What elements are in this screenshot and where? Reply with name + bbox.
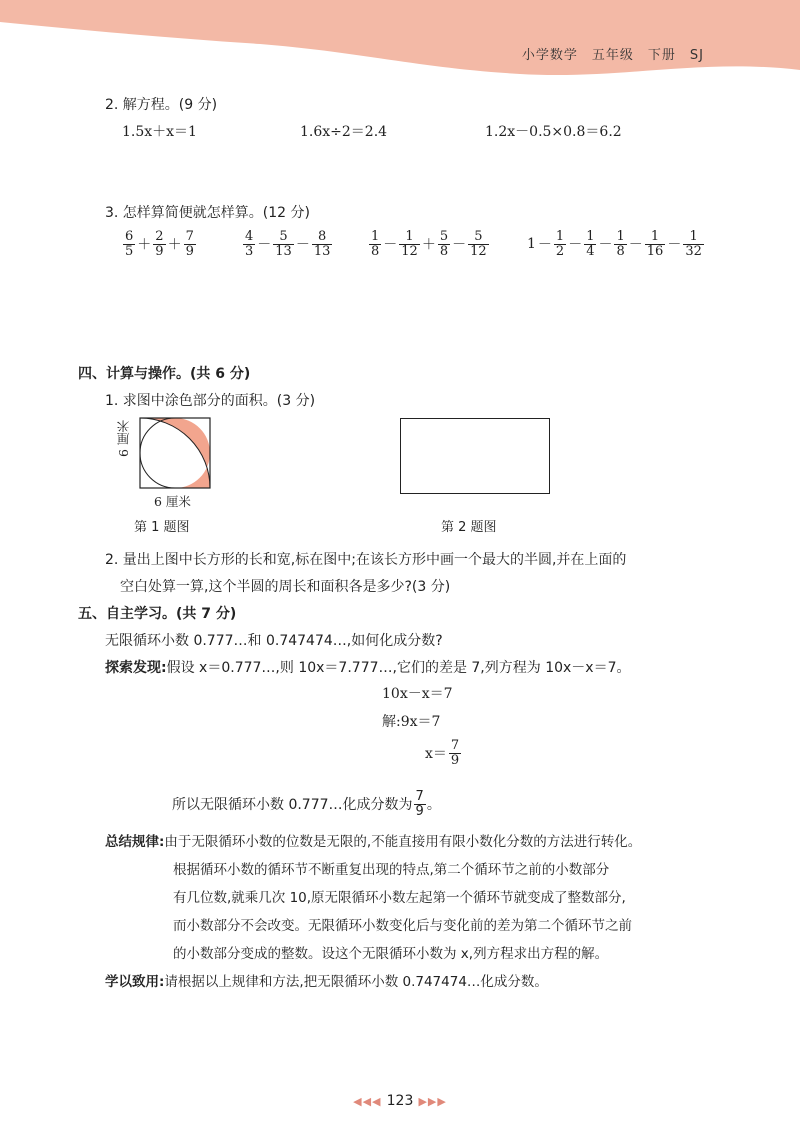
header-title: 小学数学 五年级 下册 SJ (521, 48, 704, 63)
conclusion-row: 所以无限循环小数 0.777…化成分数为 $\frac{7}{9}$ 。 (172, 789, 441, 819)
solution-step-2: 解:9x＝7 (382, 714, 441, 730)
explore-label: 探索发现: (105, 660, 167, 676)
page-footer (330, 1090, 470, 1109)
figure-2-rectangle (400, 418, 550, 494)
header-band (0, 0, 800, 80)
q3-expression-3: $\frac{1}{8}$ － $\frac{1}{12}$ ＋ $\frac{5}{8}$ － $\frac{5}{12}$ (371, 229, 487, 259)
sec4-q2-line-2: 空白处算一算,这个半圆的周长和面积各是多少?(3 分) (120, 579, 451, 595)
figure-2-caption: 第 2 题图 (441, 520, 497, 535)
summary-line-5: 的小数部分变成的整数。设这个无限循环小数为 x,列方程求出方程的解。 (173, 946, 609, 962)
explore-row (105, 657, 631, 677)
sec4-q1-text: 1. 求图中涂色部分的面积。(3 分) (105, 393, 316, 409)
summary-line-3: 有几位数,就乘几次 10,原无限循环小数左起第一个循环节就变成了整数部分, (173, 890, 626, 906)
prev-arrows-icon: ◀◀◀ (353, 1095, 382, 1108)
summary-line-2: 根据循环小数的循环节不断重复出现的特点,第二个循环节之前的小数部分 (173, 862, 610, 878)
q3-expression-1: $\frac{6}{5}$ ＋ $\frac{2}{9}$ ＋ $\frac{7}{9}$ (125, 229, 194, 259)
sec4-q2-line-1: 2. 量出上图中长方形的长和宽,标在图中;在该长方形中画一个最大的半圆,并在上面的 (105, 552, 627, 568)
q3-expression-4: 1 － $\frac{1}{2}$ － $\frac{1}{4}$ － $\frac{1}{8}$ － $\frac{1}{16}$ － $\frac{1}{32}$ (527, 229, 702, 259)
q2-equation-2: 1.6x÷2＝2.4 (300, 124, 388, 140)
section-5-title: 五、自主学习。(共 7 分) (78, 606, 237, 622)
sec5-intro: 无限循环小数 0.777…和 0.747474…,如何化成分数? (105, 633, 443, 649)
solution-step-3: x＝ $\frac{7}{9}$ (425, 738, 460, 768)
figure-1-square (136, 416, 216, 492)
apply-text: 请根据以上规律和方法,把无限循环小数 0.747474…化成分数。 (164, 974, 548, 990)
q3-title: 3. 怎样算简便就怎样算。(12 分) (105, 205, 310, 221)
q2-title: 2. 解方程。(9 分) (105, 97, 218, 113)
apply-label: 学以致用: (105, 974, 165, 990)
section-4-title: 四、计算与操作。(共 6 分) (78, 366, 251, 382)
summary-block (105, 828, 641, 968)
figure-1-side-label: 6 厘米 (116, 420, 131, 457)
summary-line-1: 由于无限循环小数的位数是无限的,不能直接用有限小数化分数的方法进行转化。 (164, 834, 642, 850)
q3-expression-2: $\frac{4}{3}$ － $\frac{5}{13}$ － $\frac{8}{13}$ (245, 229, 331, 259)
header-wave (0, 0, 800, 80)
figure-1-caption: 第 1 题图 (134, 520, 190, 535)
page-number: 123 (386, 1093, 414, 1109)
apply-row (105, 968, 548, 996)
figure-1-bottom-label: 6 厘米 (154, 494, 191, 509)
next-arrows-icon: ▶▶▶ (418, 1095, 447, 1108)
q2-equation-3: 1.2x－0.5×0.8＝6.2 (485, 124, 622, 140)
summary-label: 总结规律: (105, 834, 165, 850)
q2-equation-1: 1.5x＋x＝1 (122, 124, 197, 140)
explore-text: 假设 x＝0.777…,则 10x＝7.777…,它们的差是 7,列方程为 10x－x＝7。 (166, 660, 631, 676)
solution-step-1: 10x－x＝7 (382, 686, 453, 702)
summary-line-4: 而小数部分不会改变。无限循环小数变化后与变化前的差为第二个循环节之前 (173, 918, 632, 934)
